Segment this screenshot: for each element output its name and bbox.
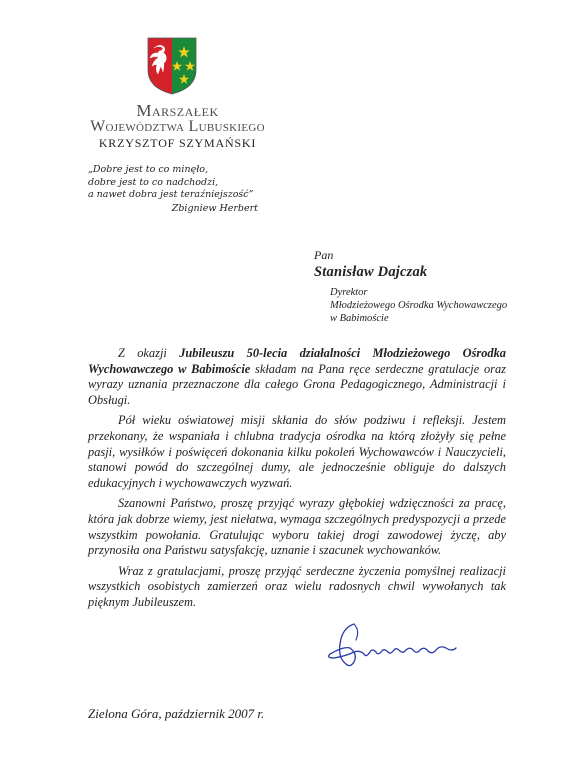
header-title: Marszałek	[136, 101, 219, 120]
quote-line: dobre jest to co nadchodzi,	[88, 176, 219, 188]
body-paragraph: Szanowni Państwo, proszę przyjąć wyrazy głębokiej wdzięczności za pracę, która jak dobrze wiemy, jest niełatwa, wymaga szczególnych predyspozycji a przede wszystkim powołania. Gratulując wyboru takiej drogi zawodowej życzę, aby przynosiła ona Państwu satysfakcję, uznanie i szacunek wychowanków.	[88, 496, 506, 558]
body-paragraph: Pół wieku oświatowej misji skłania do słów podziwu i refleksji. Jestem przekonany, że wspaniała i chlubna tradycja ośrodka na którą złożyły się pełne pasji, wysiłków i poświęceń dokonania kilku pokoleń Wychowawców i Nauczycieli, stanowi powód do szczególnej dumy, ale jednocześnie obliguje do dalszych edukacyjnych i wychowawczych wyzwań.	[88, 413, 506, 490]
addressee-name: Stanisław Dajczak	[314, 264, 428, 280]
addressee-line: Młodzieżowego Ośrodka Wychowawczego	[330, 300, 508, 311]
body-paragraph	[88, 346, 506, 408]
quote-line: „Dobre jest to co minęło,	[88, 164, 209, 175]
quote-line: a nawet dobra jest teraźniejszość”	[88, 189, 254, 200]
header-subtitle: Województwa Lubuskiego	[90, 118, 265, 135]
addressee-line: Dyrektor	[330, 287, 368, 298]
body-paragraph: Wraz z gratulacjami, proszę przyjąć serdeczne życzenia pomyślnej realizacji wszystkich osobistych zamierzeń oraz wielu radosnych chwil wywołanych tak pięknym Jubileuszem.	[88, 563, 506, 609]
header-name: KRZYSZTOF SZYMAŃSKI	[98, 136, 257, 150]
quote-author: Zbigniew Herbert	[171, 202, 258, 214]
addressee-line: w Babimoście	[330, 313, 389, 324]
body-text-span: składam na Pana ręce serdeczne gratulacje oraz wyrazy uznania przeznaczone dla całego Grona Pedagogicznego, Administracji i Obsługi.	[88, 361, 506, 407]
letter-body	[88, 346, 506, 616]
handwritten-signature	[320, 618, 470, 680]
coat-of-arms-logo	[146, 36, 198, 96]
addressee-salutation: Pan	[314, 248, 334, 262]
epigraph-quote	[88, 164, 258, 215]
place-and-date: Zielona Góra, październik 2007 r.	[88, 706, 265, 721]
body-text-span: Z okazji	[118, 346, 180, 360]
body-emphasis: Jubileuszu 50-lecia działalności Młodzieżowego Ośrodka Wychowawczego w Babimoście	[88, 346, 507, 376]
